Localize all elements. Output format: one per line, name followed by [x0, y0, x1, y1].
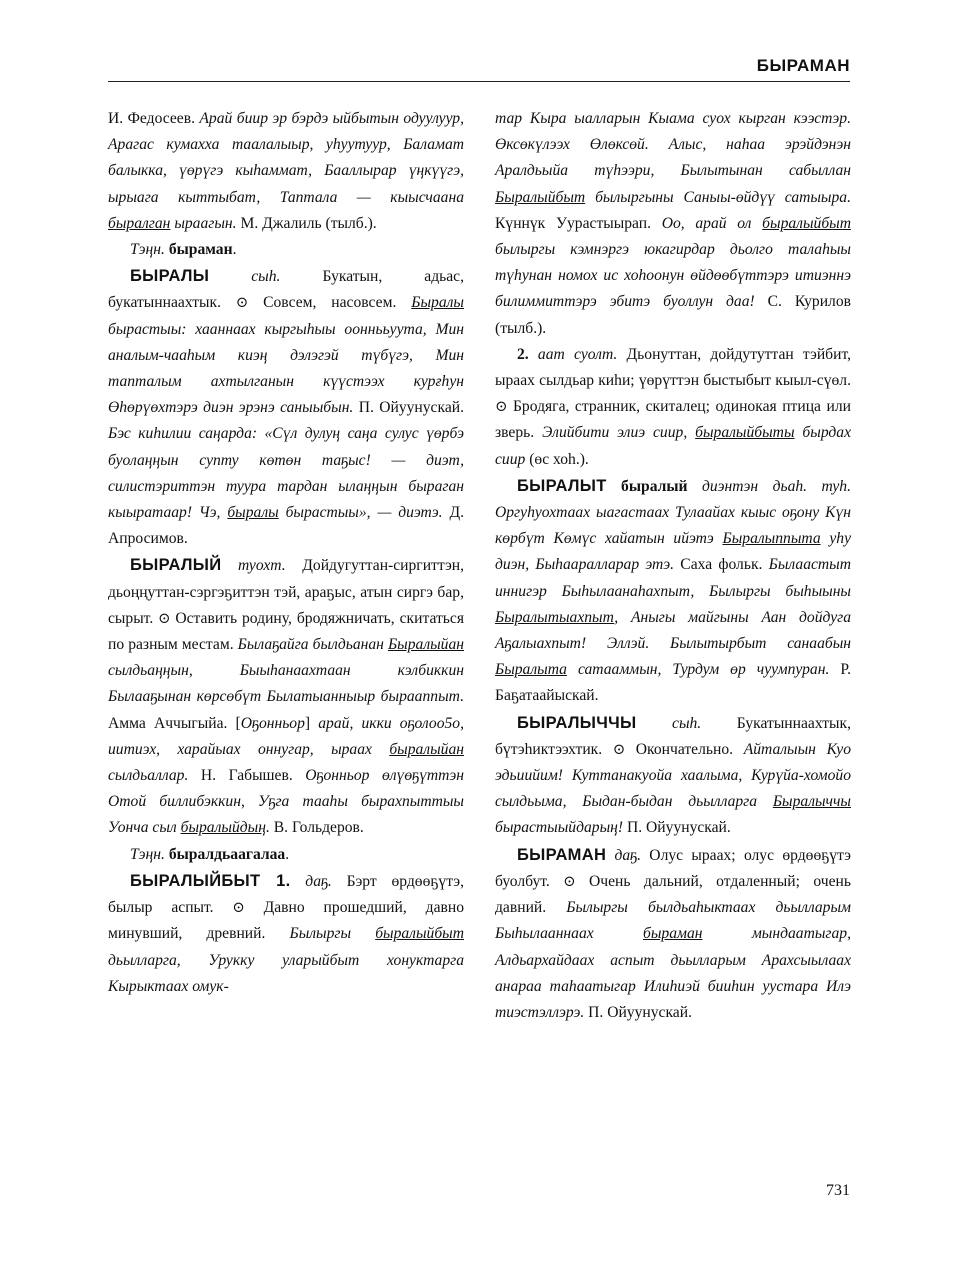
see-also-line: Тэңн. бырaман.	[130, 241, 237, 259]
entry-byralyi: БЫРАЛЫЙ туохт. Дойдугуттан-сиргиттэн, дьоңңуттан-сэргэҕиттэн тэй, араҕыс, атын сиргэ бар, сырыт. ⊙ Оставить родину, бродяжничать, скитаться по разным местам. Былаҕайга былдьанан Быралыйан сылдьаңңын, Быыһанаахтаан кэлбиккин Былааҕынан көрсөбүт Былатыанныыр бырааппыт. Амма Аччыгыйа. [Оҕонньор] арай, икки оҕолоо5о, иитиэх, харайыах оннугар, ыраах быралыйан сылдьаллар. Н. Габышев. Оҕонньор өлүөҕүттэн Отой биллибэккин, Уҕга тааһы бырахпыттыы Уонча сыл быралыйдың. В. Гольдеров.	[108, 556, 465, 837]
headword: БЫРАЛЫ	[130, 267, 210, 286]
entry-byralyibyt-2: 2. аат суолт. Дьонуттан, дойдутуттан тэйбит, ыраах сылдьар киһи; үөрүттэн быстыбыт кыыл-сүөл. ⊙ Бродяга, странник, скиталец; одинокая птица или зверь. Элийбити элиэ сиир, быралыйбыты бырдах сиир (өс хоһ.).	[495, 345, 852, 468]
headword: БЫРАЛЫЧЧЫ	[517, 713, 637, 732]
headword: БЫРАЛЫТ	[517, 476, 607, 495]
left-column	[108, 106, 464, 1000]
entry-byraly: БЫРАЛЫ сыһ. Букатын, адьас, букатыннаахтык. ⊙ Совсем, насовсем. Быралы бырастыы: хааннаах кыргыһыы ооннььуута, Мин аналым-чааһым киэң дэлэгэй түбүгэ, Мин тапталым ахтылганын күүстээх курғһун Өһөрүөхтэрэ диэн эрэнэ саныыбын. П. Ойуунускай. Бэс киһилии саңарда: «Сүл дулуң саңа сулус үөрбэ буолаңңын супту көтөн таҕыс! — диэт, силистэриттэн туура тардан ылаңңын бырагaн кыыратаар! Чэ, быралы бырастыы», — диэтэ. Д. Апросимов.	[108, 267, 465, 548]
right-column	[495, 106, 851, 1026]
translation-marker-icon: ⊙	[549, 873, 589, 890]
entry-byralyibyt-1: БЫРАЛЫЙБЫТ 1. даҕ. Бэрт өрдөөҕүтэ, былыр аспыт. ⊙ Давно прошедший, давно минувший, древний. Былыргы быралыйбыт дьылларга, Урукку уларыйбыт хонуктарга Кырыктаах омук-	[108, 871, 465, 995]
headword: БЫРАЛЫЙ	[130, 556, 222, 575]
translation-marker-icon: ⊙	[213, 900, 264, 917]
sense-number: 2.	[517, 345, 529, 363]
see-also-line: Тэңн. быралдьаагалаа.	[130, 845, 290, 863]
translation-marker-icon: ⊙	[221, 295, 264, 312]
running-header: БЫРАМАН	[756, 56, 850, 75]
translation-marker-icon: ⊙	[602, 741, 636, 758]
translation-marker-icon: ⊙	[495, 399, 513, 416]
entry-continuation: тар Кыра ыалларын Кыама суох кырган кээстэр. Өксөкүлээх Өлөксөй. Алыс, наһаа эрэйдэнэн Аралдьыйа түһээри, Былытынан сабыллан Быралыйбыт былыргыны Саныы-өйдүү сатыыра. Күннүк Уурастыырап. Оо, арай ол быралыйбыт былыргы кэмнэргэ юкагирдар дьолго талаһыы түһунан номох ис хоһоонун өйдөөбүттэрэ итиэннэ билиммиттэрэ эбитэ буоллун даа! С. Курилов (тылб.).	[495, 110, 851, 337]
headword: БЫРАЛЫЙБЫТ 1.	[130, 871, 291, 890]
header-rule	[108, 81, 850, 82]
translation-marker-icon: ⊙	[153, 610, 176, 627]
page-number: 731	[826, 1182, 850, 1199]
entry-byralyt: БЫРАЛЫТ быралый диэнтэн дьаһ. туһ. Оргуһуохтаах ыагастаах Тулаайах кыыс оҕону Күн көрбүт Көмүс хайатын ийэтэ Быралыппыта уһу диэн, Быһааралларар этэ. Саха фольк. Былаастыт иннигэр Быһылаанаһахпыт, Былыргы быһыыны Быралытыахпыт, Аныгы майгыны Аан дойдуга Аҕалыахпыт! Эллэй. Былытырбыт санаабын Быралыта сатааммын, Турдум өр чуумпуран. Р. Баҕатаайыскай.	[495, 476, 852, 705]
entry-byraman: БЫРАМАН даҕ. Олус ыраах; олус өрдөөҕүтэ буолбут. ⊙ Очень дальний, отдаленный; очень давний. Былыргы былдьаһыктаах дьылларым Быһылааннаах быраман мындаатыгар, Алдьархайдаах аспыт дьылларым Арахсыылаах анараа таһаатыгар Илиһиэй бииһин уустара Илэ тиэстэллэрэ. П. Ойуунускай.	[495, 845, 851, 1021]
entry-byralychchy: БЫРАЛЫЧЧЫ сыһ. Букатыннаахтык, бүтэһиктээхтик. ⊙ Окончательно. Айталыын Куо эдьиийим! Куттанакуойа хаалыма, Курүйа-хомойо сылдьыма, Быдан-быдан дьылларга Быралыччы бырастыыйдарың! П. Ойуунускай.	[495, 713, 852, 837]
headword: БЫРАМАН	[517, 845, 607, 864]
entry-continuation: И. Федосеев. Арай биир эр бэрдэ ыйбытын одуулуур, Арагас кумахха таалалыыр, уһуутуур, Баламат балыкка, үөрүгэ кыһаммат, Бааллырар үңкүүгэ, ырыага кыттыбат, Таптала — кыысчаана быралган ыраагын. М. Джалиль (тылб.).	[108, 110, 465, 232]
